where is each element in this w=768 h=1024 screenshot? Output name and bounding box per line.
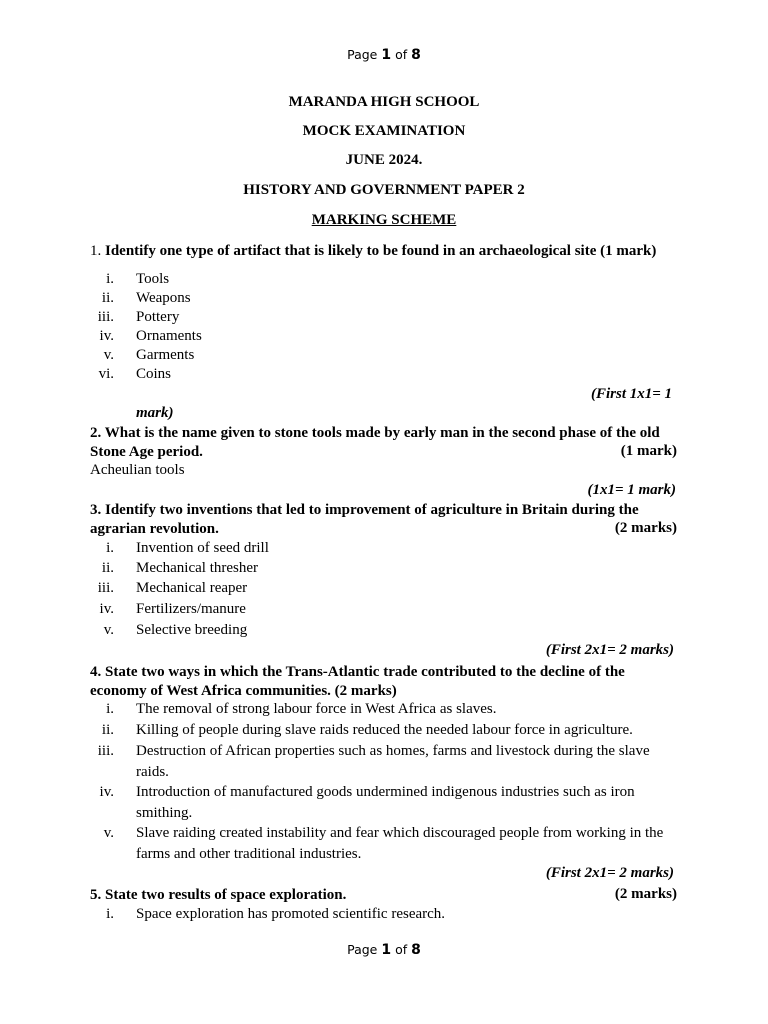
page-label: Page — [347, 47, 378, 62]
exam-title: MOCK EXAMINATION — [302, 123, 466, 139]
list-marker: ii. — [101, 290, 114, 306]
answer-text: Acheulian tools — [90, 462, 185, 478]
list-item: Ornaments — [136, 328, 202, 344]
question-2-line2 — [90, 443, 680, 461]
page-label: Page — [347, 942, 378, 957]
question-4 — [90, 663, 680, 681]
question-text: Identify one type of artifact that is likely to be found in an archaeological site (1 mark) — [105, 243, 657, 259]
list-item: Slave raiding created instability and fear which discouraged people from working in the farms and other traditional industries. — [136, 825, 664, 862]
list-marker: i. — [106, 540, 114, 556]
exam-date: JUNE 2024. — [345, 152, 423, 168]
question-3 — [90, 501, 680, 519]
question-text: State two ways in which the Trans-Atlantic trade contributed to the decline of the — [105, 664, 625, 680]
list-item: Pottery — [136, 309, 180, 325]
list-item: Space exploration has promoted scientific research. — [136, 906, 446, 922]
question-3-line2 — [90, 520, 680, 538]
question-number: 4. — [90, 664, 102, 680]
marks-note-continued: mark) — [136, 405, 174, 421]
list-item: Weapons — [136, 290, 191, 306]
question-4-line2 — [90, 682, 680, 700]
marks-note: (First 2x1= 2 marks) — [545, 642, 674, 658]
marking-scheme-title: MARKING SCHEME — [311, 212, 457, 228]
page-current: 1 — [381, 942, 392, 958]
list-item: Killing of people during slave raids reduced the needed labour force in agriculture. — [136, 722, 633, 738]
question-text: economy of West Africa communities. (2 marks) — [90, 683, 397, 699]
page-indicator-bottom — [0, 942, 768, 958]
paper-title: HISTORY AND GOVERNMENT PAPER 2 — [243, 182, 525, 198]
list-item: Tools — [136, 271, 170, 287]
list-marker: i. — [106, 701, 114, 717]
list-marker: iii. — [97, 309, 114, 325]
list-item: Mechanical thresher — [136, 560, 259, 576]
page-current: 1 — [381, 47, 392, 63]
list-item: Mechanical reaper — [136, 580, 248, 596]
page-total: 8 — [411, 47, 421, 63]
question-marks: (2 marks) — [614, 886, 677, 902]
list-marker: iv. — [99, 784, 114, 800]
question-text: agrarian revolution. — [90, 521, 219, 537]
list-item: Garments — [136, 347, 195, 363]
marks-note: (First 2x1= 2 marks) — [545, 865, 674, 881]
question-number: 3. — [90, 502, 102, 518]
question-2 — [90, 424, 680, 442]
list-item: Introduction of manufactured goods undermined indigenous industries such as iron smithing. — [136, 784, 635, 821]
question-marks: (2 marks) — [614, 520, 677, 536]
question-text: Stone Age period. — [90, 444, 203, 460]
list-marker: v. — [103, 622, 114, 638]
list-item: Destruction of African properties such as homes, farms and livestock during the slave raids. — [136, 743, 650, 780]
page-of: of — [395, 942, 408, 957]
list-marker: i. — [106, 906, 114, 922]
school-name: MARANDA HIGH SCHOOL — [288, 94, 480, 110]
question-text: What is the name given to stone tools made by early man in the second phase of the old — [104, 425, 660, 441]
question-number: 1. — [90, 243, 102, 259]
marks-note: (1x1= 1 mark) — [587, 482, 676, 498]
marks-note: (First 1x1= 1 — [591, 386, 673, 402]
list-marker: iii. — [97, 580, 114, 596]
question-number: 5. — [90, 887, 102, 903]
list-marker: iv. — [99, 328, 114, 344]
list-marker: iii. — [97, 743, 114, 759]
list-marker: vi. — [98, 366, 114, 382]
page-total: 8 — [411, 942, 421, 958]
list-marker: ii. — [101, 560, 114, 576]
question-1 — [90, 242, 680, 260]
question-text: State two results of space exploration. — [105, 887, 347, 903]
question-marks: (1 mark) — [620, 443, 677, 459]
list-marker: iv. — [99, 601, 114, 617]
list-marker: v. — [103, 347, 114, 363]
list-marker: i. — [106, 271, 114, 287]
list-item: Fertilizers/manure — [136, 601, 246, 617]
page-indicator-top — [0, 47, 768, 63]
list-item: Coins — [136, 366, 172, 382]
question-5 — [90, 886, 680, 904]
list-marker: v. — [103, 825, 114, 841]
question-number: 2. — [90, 425, 102, 441]
question-text: Identify two inventions that led to improvement of agriculture in Britain during the — [105, 502, 639, 518]
list-item: The removal of strong labour force in West Africa as slaves. — [136, 701, 497, 717]
list-item: Invention of seed drill — [136, 540, 269, 556]
list-item: Selective breeding — [136, 622, 248, 638]
list-marker: ii. — [101, 722, 114, 738]
page-of: of — [395, 47, 408, 62]
